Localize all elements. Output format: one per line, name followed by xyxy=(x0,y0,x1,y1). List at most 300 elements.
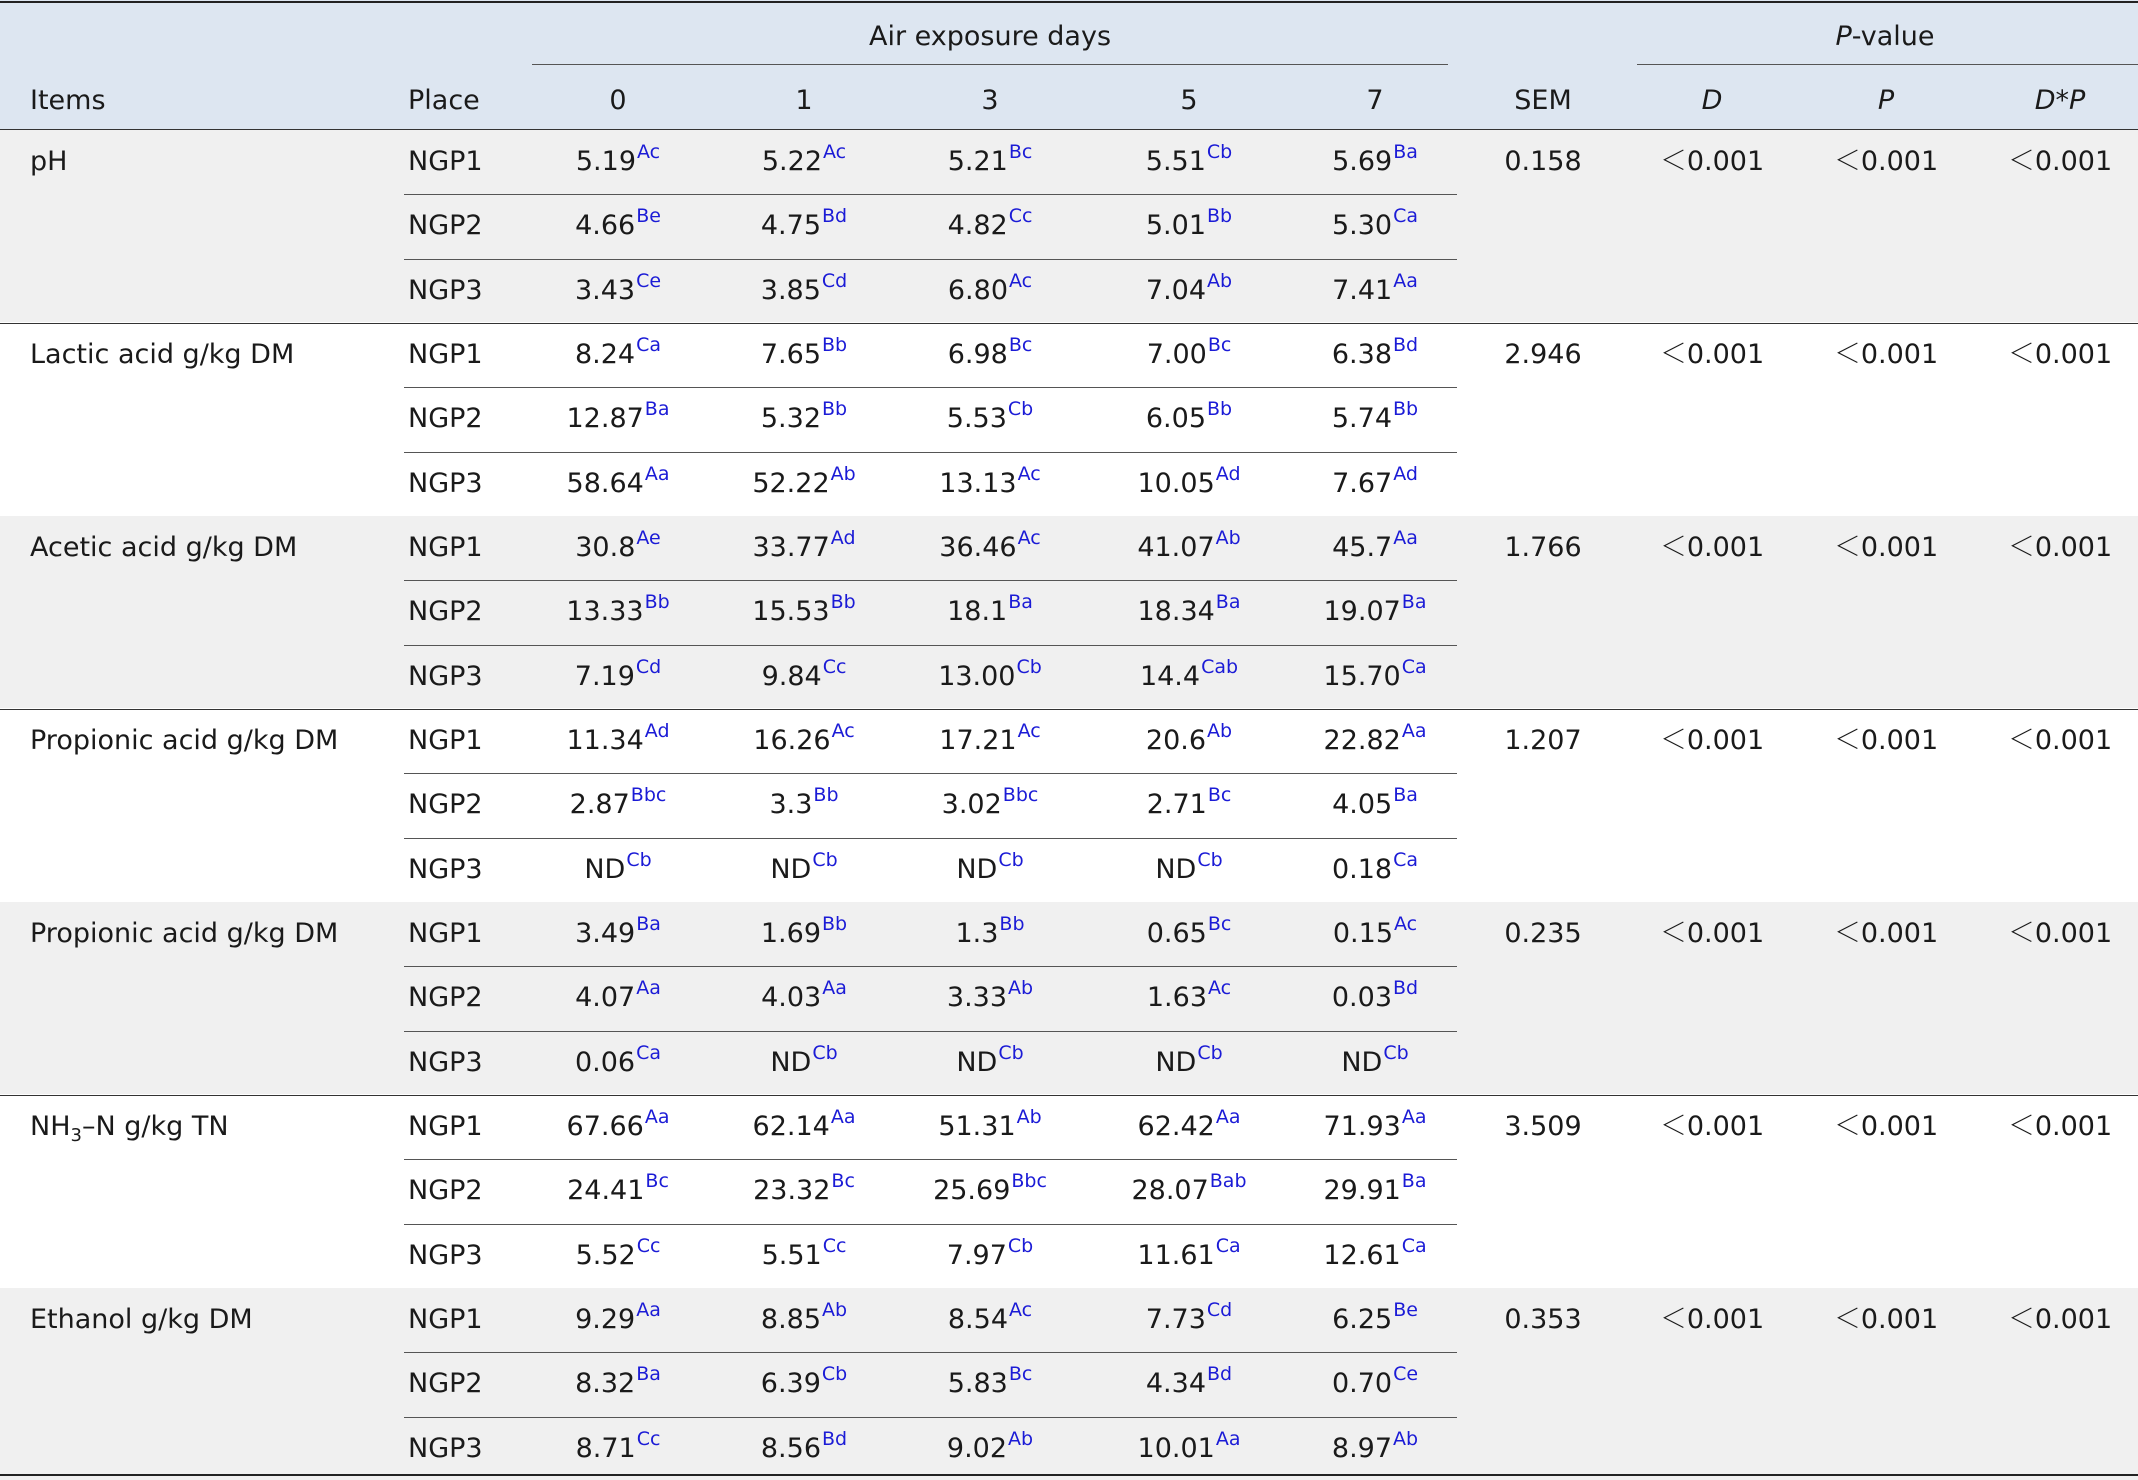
data-cell xyxy=(947,1363,1033,1403)
significance-letters: Ba xyxy=(1401,1170,1427,1193)
cell-value: 7.41 xyxy=(1332,274,1393,306)
data-cell xyxy=(1145,720,1233,760)
row-item-label: Propionic acid g/kg DM xyxy=(30,725,339,756)
data-cell xyxy=(574,655,662,696)
cell-value: 13.00 xyxy=(938,660,1016,692)
significance-letters: Ac xyxy=(1208,977,1232,1000)
significance-letters: Ba xyxy=(1215,591,1241,614)
data-cell xyxy=(1145,1363,1233,1403)
group-divider xyxy=(0,323,2138,324)
place-label: NGP2 xyxy=(408,403,483,435)
p-value-cell: ＜0.001 xyxy=(2007,532,2113,563)
data-cell xyxy=(1145,398,1233,438)
cell-value: 28.07 xyxy=(1131,1175,1209,1207)
significance-letters: Cb xyxy=(812,1041,838,1064)
significance-letters: Bd xyxy=(822,205,848,228)
significance-letters: Ca xyxy=(636,1041,662,1064)
header-day-1: 1 xyxy=(795,85,813,116)
significance-letters: Ab xyxy=(1207,269,1233,292)
cell-value: ND xyxy=(1155,1046,1197,1078)
significance-letters: Cb xyxy=(1016,655,1042,678)
place-label: NGP1 xyxy=(408,1111,483,1142)
significance-letters: Aa xyxy=(1401,720,1427,742)
significance-letters: Bb xyxy=(822,913,848,935)
row-divider xyxy=(404,645,1457,646)
data-cell xyxy=(1146,784,1232,824)
cell-value: 30.8 xyxy=(575,532,636,563)
p-value-cell: ＜0.001 xyxy=(1833,918,1939,949)
header-place: Place xyxy=(408,85,480,116)
data-cell xyxy=(761,141,847,181)
data-cell xyxy=(1331,334,1419,374)
significance-letters: Bc xyxy=(831,1170,855,1193)
place-label: NGP3 xyxy=(408,274,483,306)
data-cell xyxy=(1145,269,1233,310)
significance-letters: Bb xyxy=(813,784,839,807)
cell-value: 12.61 xyxy=(1323,1239,1401,1271)
data-cell xyxy=(575,1299,661,1339)
significance-letters: Cd xyxy=(635,655,662,678)
significance-letters: Ac xyxy=(1017,527,1041,549)
significance-letters: Aa xyxy=(636,977,661,1000)
data-cell xyxy=(575,1363,661,1403)
place-label: NGP1 xyxy=(408,1304,483,1335)
cell-value: 5.51 xyxy=(1145,146,1206,177)
data-cell xyxy=(1145,1299,1233,1339)
cell-value: 0.03 xyxy=(1331,982,1393,1014)
data-cell xyxy=(1323,1170,1427,1210)
place-label: NGP2 xyxy=(408,1368,483,1400)
cell-value: ND xyxy=(956,853,998,885)
significance-letters: Aa xyxy=(1215,1106,1241,1128)
data-cell xyxy=(1332,269,1418,310)
data-cell xyxy=(1331,1427,1419,1468)
significance-letters: Ba xyxy=(636,913,661,935)
table-top-rule xyxy=(0,1,2138,3)
significance-letters: Ca xyxy=(636,334,662,356)
cell-value: 20.6 xyxy=(1145,725,1207,756)
cell-value: 8.97 xyxy=(1331,1432,1393,1464)
cell-value: 41.07 xyxy=(1137,532,1215,563)
data-cell xyxy=(575,205,661,245)
cell-value: 7.73 xyxy=(1145,1304,1206,1335)
significance-letters: Aa xyxy=(1401,1106,1427,1128)
row-divider xyxy=(404,773,1457,774)
significance-letters: Bb xyxy=(830,591,856,614)
significance-letters: Bb xyxy=(1207,398,1233,421)
significance-letters: Cb xyxy=(821,1363,848,1386)
cell-value: 18.34 xyxy=(1137,596,1215,628)
data-cell xyxy=(1332,527,1418,567)
row-divider xyxy=(404,838,1457,839)
data-cell xyxy=(761,655,847,696)
significance-letters: Cb xyxy=(998,1041,1024,1064)
cell-value: 12.87 xyxy=(566,403,644,435)
data-cell xyxy=(760,1427,848,1468)
significance-letters: Ac xyxy=(1009,1299,1033,1321)
significance-letters: Be xyxy=(1393,1299,1418,1321)
data-cell xyxy=(752,591,856,631)
significance-letters: Bbc xyxy=(630,784,667,807)
data-cell xyxy=(574,1041,662,1082)
significance-letters: Cc xyxy=(822,1234,847,1257)
data-cell xyxy=(1331,205,1419,245)
data-cell xyxy=(1137,527,1241,567)
significance-letters: Bb xyxy=(1207,205,1233,228)
header-day-7: 7 xyxy=(1366,85,1384,116)
cell-value: 3.43 xyxy=(574,274,636,306)
cell-value: 7.97 xyxy=(946,1239,1007,1271)
data-cell xyxy=(938,1106,1042,1146)
significance-letters: Bc xyxy=(1008,334,1033,356)
cell-value: 22.82 xyxy=(1323,725,1401,756)
data-cell xyxy=(760,398,848,438)
significance-letters: Aa xyxy=(822,977,847,1000)
cell-value: 9.84 xyxy=(761,660,822,692)
p-value-cell: ＜0.001 xyxy=(1833,146,1939,177)
cell-value: 6.80 xyxy=(947,274,1008,306)
significance-letters: Ba xyxy=(1401,591,1427,614)
data-cell xyxy=(574,269,662,310)
row-divider xyxy=(404,387,1457,388)
significance-letters: Bc xyxy=(1207,913,1232,935)
header-air-exposure-days: Air exposure days xyxy=(868,21,1112,52)
cell-value: 6.05 xyxy=(1145,403,1207,435)
data-cell xyxy=(946,398,1034,438)
sem-value: 0.235 xyxy=(1504,918,1582,949)
p-value-cell: ＜0.001 xyxy=(2007,918,2113,949)
cell-value: 18.1 xyxy=(947,596,1008,628)
cell-value: 3.02 xyxy=(941,789,1002,821)
data-cell xyxy=(1137,462,1241,503)
cell-value: 9.29 xyxy=(575,1304,636,1335)
cell-value: 71.93 xyxy=(1323,1111,1401,1142)
place-label: NGP3 xyxy=(408,1239,483,1271)
significance-letters: Cb xyxy=(812,848,838,871)
significance-letters: Ab xyxy=(1393,1427,1419,1450)
p-value-cell: ＜0.001 xyxy=(1659,532,1765,563)
data-cell xyxy=(1323,720,1427,760)
significance-letters: Ba xyxy=(1393,141,1418,163)
significance-letters: Bd xyxy=(1393,334,1419,356)
cell-value: 52.22 xyxy=(752,467,830,499)
data-cell xyxy=(575,141,661,181)
significance-letters: Ab xyxy=(822,1299,848,1321)
cell-value: 11.61 xyxy=(1137,1239,1215,1271)
significance-letters: Ca xyxy=(1393,205,1419,228)
p-value-cell: ＜0.001 xyxy=(1833,532,1939,563)
cell-value: 15.53 xyxy=(752,596,830,628)
significance-letters: Ba xyxy=(636,1363,661,1386)
sem-value: 3.509 xyxy=(1504,1111,1582,1142)
significance-letters: Aa xyxy=(644,1106,670,1128)
p-value-cell: ＜0.001 xyxy=(2007,725,2113,756)
significance-letters: Ac xyxy=(823,141,847,163)
significance-letters: Bb xyxy=(999,913,1025,935)
cell-value: 0.70 xyxy=(1331,1368,1393,1400)
data-cell xyxy=(1155,848,1223,889)
p-value-group-rule xyxy=(1637,64,2138,65)
data-cell xyxy=(569,784,667,824)
cell-value: 6.25 xyxy=(1332,1304,1393,1335)
significance-letters: Ce xyxy=(1393,1363,1419,1386)
significance-letters: Bc xyxy=(1207,784,1232,807)
significance-letters: Cd xyxy=(821,269,848,292)
significance-letters: Cc xyxy=(822,655,847,678)
p-value-cell: ＜0.001 xyxy=(1833,1111,1939,1142)
cell-value: ND xyxy=(584,853,626,885)
data-cell xyxy=(1145,141,1233,181)
p-value-cell: ＜0.001 xyxy=(1833,725,1939,756)
cell-value: 23.32 xyxy=(753,1175,831,1207)
data-cell xyxy=(947,334,1033,374)
data-cell xyxy=(769,784,839,824)
data-cell xyxy=(753,720,855,760)
cell-value: 51.31 xyxy=(938,1111,1016,1142)
cell-value: 3.33 xyxy=(946,982,1008,1014)
cell-value: 62.14 xyxy=(752,1111,830,1142)
cell-value: 5.22 xyxy=(761,146,822,177)
cell-value: 0.06 xyxy=(574,1046,636,1078)
significance-letters: Bb xyxy=(1393,398,1419,421)
data-cell xyxy=(566,462,670,503)
significance-letters: Ac xyxy=(1017,462,1041,485)
cell-value: 11.34 xyxy=(566,725,644,756)
sem-value: 0.353 xyxy=(1504,1304,1582,1335)
data-cell xyxy=(1146,334,1232,374)
significance-letters: Bd xyxy=(1207,1363,1233,1386)
significance-letters: Ca xyxy=(1401,655,1427,678)
cell-value: 9.02 xyxy=(946,1432,1008,1464)
data-cell xyxy=(955,913,1025,953)
cell-value: 4.75 xyxy=(760,210,822,242)
cell-value: 10.01 xyxy=(1137,1432,1215,1464)
place-label: NGP2 xyxy=(408,1175,483,1207)
header-sem: SEM xyxy=(1514,85,1572,116)
row-divider xyxy=(404,966,1457,967)
data-cell xyxy=(566,720,670,760)
data-cell xyxy=(1139,655,1239,696)
sem-value: 0.158 xyxy=(1504,146,1582,177)
p-value-cell: ＜0.001 xyxy=(1659,1111,1765,1142)
p-value-cell: ＜0.001 xyxy=(2007,146,2113,177)
cell-value: 17.21 xyxy=(939,725,1017,756)
significance-letters: Bc xyxy=(1008,1363,1033,1386)
cell-value: 16.26 xyxy=(753,725,831,756)
cell-value: 4.07 xyxy=(575,982,636,1014)
data-cell xyxy=(574,334,662,374)
data-cell xyxy=(947,591,1033,631)
days-group-rule xyxy=(532,64,1448,65)
data-cell xyxy=(1332,913,1418,953)
cell-value: 5.30 xyxy=(1331,210,1393,242)
cell-value: 6.38 xyxy=(1331,339,1393,370)
significance-letters: Bc xyxy=(1008,141,1033,163)
significance-letters: Ba xyxy=(644,398,670,421)
cell-value: 45.7 xyxy=(1332,532,1393,563)
row-divider xyxy=(404,1224,1457,1225)
cell-value: 62.42 xyxy=(1137,1111,1215,1142)
significance-letters: Cb xyxy=(1007,1234,1034,1257)
data-cell xyxy=(753,1170,855,1210)
place-label: NGP2 xyxy=(408,596,483,628)
data-cell xyxy=(752,462,856,503)
sem-value: 1.766 xyxy=(1504,532,1582,563)
data-cell xyxy=(770,1041,838,1082)
cell-value: 0.65 xyxy=(1146,918,1207,949)
significance-letters: Be xyxy=(636,205,661,228)
significance-letters: Bab xyxy=(1209,1170,1247,1193)
p-value-cell: ＜0.001 xyxy=(2007,1111,2113,1142)
cell-value: 13.33 xyxy=(566,596,644,628)
cell-value: 3.49 xyxy=(575,918,636,949)
header-day-0: 0 xyxy=(609,85,627,116)
cell-value: 0.15 xyxy=(1332,918,1393,949)
cell-value: 24.41 xyxy=(567,1175,645,1207)
cell-value: 6.39 xyxy=(760,1368,821,1400)
significance-letters: Ca xyxy=(1215,1234,1241,1257)
header-p-d: D xyxy=(1701,85,1723,116)
data-cell xyxy=(1137,1427,1241,1468)
data-cell xyxy=(566,1106,670,1146)
significance-letters: Aa xyxy=(636,1299,661,1321)
cell-value: 7.65 xyxy=(760,339,822,370)
p-value-cell: ＜0.001 xyxy=(2007,1304,2113,1335)
row-divider xyxy=(404,1352,1457,1353)
cell-value: 5.83 xyxy=(947,1368,1008,1400)
significance-letters: Ce xyxy=(636,269,662,292)
data-cell xyxy=(760,1363,848,1403)
cell-value: 14.4 xyxy=(1139,660,1201,692)
group-band-background xyxy=(0,516,2138,708)
significance-letters: Ab xyxy=(1016,1106,1042,1128)
row-divider xyxy=(404,1159,1457,1160)
data-cell xyxy=(760,1299,848,1339)
significance-letters: Aa xyxy=(830,1106,856,1128)
data-cell xyxy=(1332,462,1418,503)
significance-letters: Bc xyxy=(1207,334,1232,356)
data-cell xyxy=(956,1041,1024,1082)
significance-letters: Bb xyxy=(822,398,848,421)
row-item-label: pH xyxy=(30,146,68,177)
cell-value: 8.71 xyxy=(575,1432,636,1464)
row-divider xyxy=(404,452,1457,453)
cell-value: 10.05 xyxy=(1137,467,1215,499)
data-cell xyxy=(752,527,856,567)
data-cell xyxy=(1137,591,1241,631)
cell-value: 1.63 xyxy=(1146,982,1207,1014)
cell-value: 3.85 xyxy=(760,274,821,306)
data-cell xyxy=(1331,398,1419,438)
cell-value: 3.3 xyxy=(769,789,813,821)
cell-value: 5.69 xyxy=(1332,146,1393,177)
place-label: NGP3 xyxy=(408,660,483,692)
cell-value: 29.91 xyxy=(1323,1175,1401,1207)
cell-value: 1.69 xyxy=(760,918,822,949)
data-cell xyxy=(1145,205,1233,245)
cell-value: 19.07 xyxy=(1323,596,1401,628)
significance-letters: Ac xyxy=(1017,720,1041,742)
group-divider xyxy=(0,1095,2138,1096)
row-item-label: Lactic acid g/kg DM xyxy=(30,339,295,370)
data-cell xyxy=(1146,977,1232,1017)
significance-letters: Cb xyxy=(1007,398,1034,421)
header-p-p: P xyxy=(1877,85,1895,116)
place-label: NGP2 xyxy=(408,789,483,821)
header-items: Items xyxy=(30,85,106,116)
significance-letters: Ba xyxy=(1008,591,1033,614)
header-p-dp: D*P xyxy=(2034,85,2086,116)
group-divider xyxy=(0,709,2138,710)
place-label: NGP1 xyxy=(408,339,483,370)
data-cell xyxy=(1146,913,1232,953)
sem-value: 2.946 xyxy=(1504,339,1582,370)
significance-letters: Bbc xyxy=(1002,784,1039,807)
place-label: NGP1 xyxy=(408,532,483,563)
data-cell xyxy=(752,1106,856,1146)
table-bottom-rule xyxy=(0,1474,2138,1476)
data-cell xyxy=(938,655,1042,696)
significance-letters: Cc xyxy=(636,1234,661,1257)
significance-letters: Ab xyxy=(1215,527,1241,549)
row-divider xyxy=(404,1031,1457,1032)
row-divider xyxy=(404,194,1457,195)
cell-value: 5.51 xyxy=(761,1239,822,1271)
data-cell xyxy=(567,1170,669,1210)
cell-value: 4.66 xyxy=(575,210,636,242)
significance-letters: Cb xyxy=(998,848,1024,871)
cell-value: 5.01 xyxy=(1145,210,1207,242)
significance-letters: Ab xyxy=(1207,720,1233,742)
cell-value: 8.85 xyxy=(760,1304,822,1335)
p-value-cell: ＜0.001 xyxy=(2007,339,2113,370)
significance-letters: Ac xyxy=(1009,269,1033,292)
row-divider xyxy=(404,259,1457,260)
significance-letters: Ac xyxy=(1394,913,1418,935)
significance-letters: Cb xyxy=(1206,141,1233,163)
significance-letters: Ab xyxy=(1008,977,1034,1000)
data-cell xyxy=(1331,1363,1419,1403)
cell-value: 7.19 xyxy=(574,660,635,692)
data-cell xyxy=(761,977,847,1017)
cell-value: 4.34 xyxy=(1145,1368,1207,1400)
data-cell xyxy=(575,1234,661,1275)
data-cell xyxy=(1331,848,1419,889)
cell-value: 8.54 xyxy=(947,1304,1008,1335)
significance-letters: Ab xyxy=(1008,1427,1034,1450)
header-day-3: 3 xyxy=(981,85,999,116)
significance-letters: Bb xyxy=(644,591,670,614)
significance-letters: Ad xyxy=(1215,462,1241,485)
significance-letters: Cb xyxy=(626,848,652,871)
p-value-cell: ＜0.001 xyxy=(1833,1304,1939,1335)
place-label: NGP1 xyxy=(408,146,483,177)
cell-value: ND xyxy=(1155,853,1197,885)
significance-letters: Bd xyxy=(1393,977,1419,1000)
data-cell xyxy=(584,848,652,889)
significance-letters: Cd xyxy=(1206,1299,1233,1321)
p-value-cell: ＜0.001 xyxy=(1833,339,1939,370)
significance-letters: Cb xyxy=(1383,1041,1409,1064)
cell-value: 1.3 xyxy=(955,918,999,949)
group-band-background xyxy=(0,1288,2138,1480)
data-cell xyxy=(575,913,661,953)
cell-value: ND xyxy=(770,853,812,885)
significance-letters: Ad xyxy=(644,720,670,742)
cell-value: 5.21 xyxy=(947,146,1008,177)
data-cell xyxy=(939,527,1041,567)
p-value-cell: ＜0.001 xyxy=(1659,725,1765,756)
